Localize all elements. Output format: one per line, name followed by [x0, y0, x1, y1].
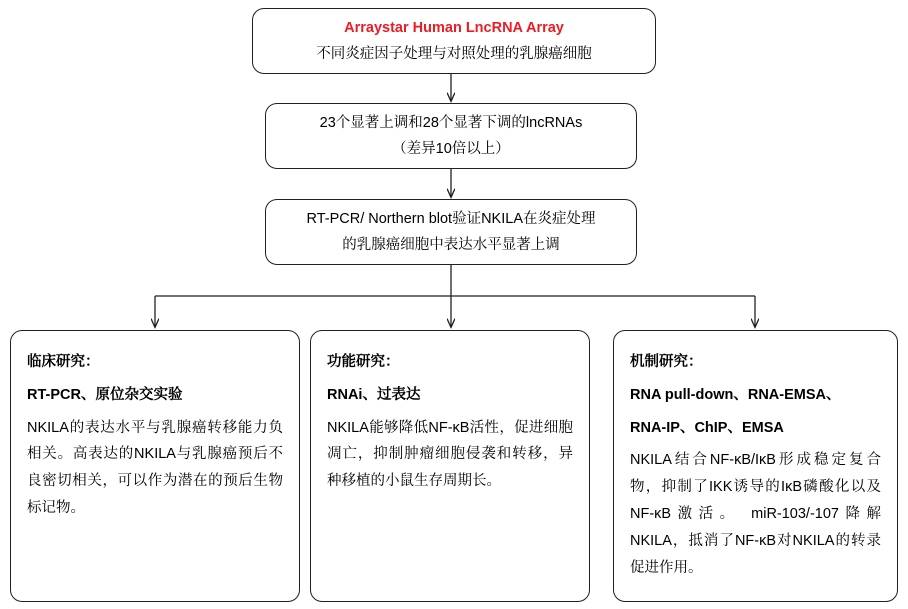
array-box-subtitle: 不同炎症因子处理与对照处理的乳腺癌细胞: [316, 46, 592, 62]
lncrna-result-line2: （差异10倍以上）: [392, 141, 510, 157]
mechanism-study-methods-line2: RNA-IP、ChIP、EMSA: [630, 419, 784, 436]
validation-line1: RT-PCR/ Northern blot验证NKILA在炎症处理: [306, 210, 596, 227]
validation-line2: 的乳腺癌细胞中表达水平显著上调: [342, 237, 560, 253]
functional-study-methods: RNAi、过表达: [327, 386, 421, 403]
mechanism-study-header: 机制研究：: [630, 354, 703, 370]
lncrna-result-box: [265, 103, 637, 169]
functional-study-header: 功能研究：: [327, 354, 400, 370]
validation-box: [265, 199, 637, 265]
mechanism-study-content: [630, 349, 881, 582]
mechanism-study-box: [613, 330, 898, 602]
array-box: [252, 8, 656, 74]
clinical-study-box: [10, 330, 300, 602]
functional-study-body: NKILA能够降低NF-κB活性，促进细胞凋亡，抑制肿瘤细胞侵袭和转移，异种移植的小鼠生存周期长。: [327, 419, 573, 490]
mechanism-study-methods-line1: RNA pull-down、RNA-EMSA、: [630, 386, 841, 403]
lncrna-result-line1: 23个显著上调和28个显著下调的lncRNAs: [319, 114, 583, 131]
functional-study-content: [327, 349, 573, 495]
clinical-study-header: 临床研究：: [27, 354, 100, 370]
array-box-title: Arraystar Human LncRNA Array: [344, 19, 564, 36]
mechanism-study-body: NKILA结合NF-κB/IκB形成稳定复合物，抑制了IKK诱导的IκB磷酸化以及NF-κB激活。 miR-103/-107降解NKILA，抵消了NF-κB对NKILA的转录促进作用。: [630, 452, 881, 576]
functional-study-box: [310, 330, 590, 602]
clinical-study-content: [27, 349, 283, 522]
clinical-study-methods: RT-PCR、原位杂交实验: [27, 386, 183, 403]
clinical-study-body: NKILA的表达水平与乳腺癌转移能力负相关。高表达的NKILA与乳腺癌预后不良密切相关，可以作为潜在的预后生物标记物。: [27, 419, 283, 517]
